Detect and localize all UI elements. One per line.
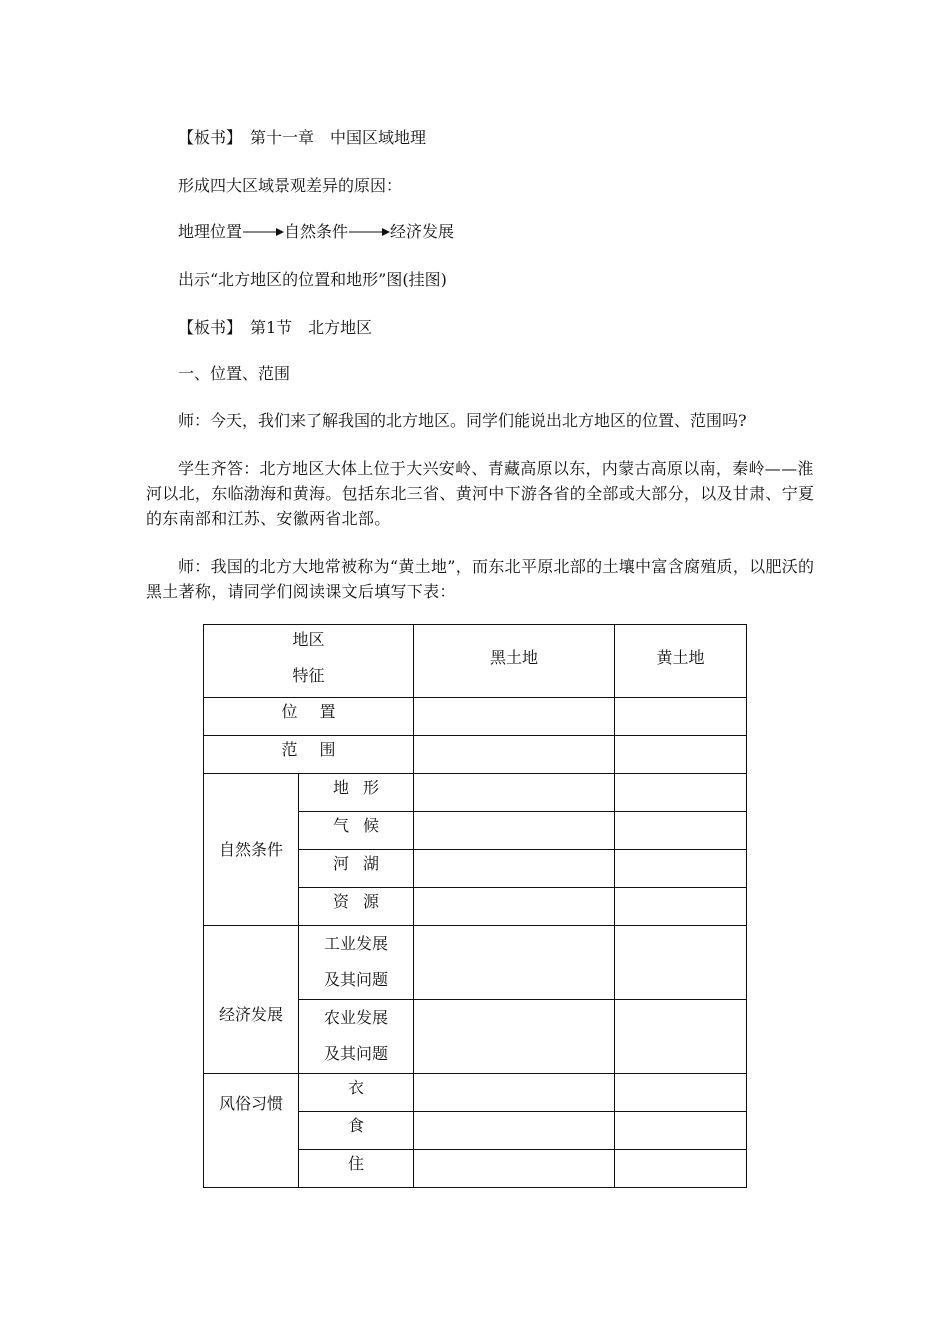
answer-cell[interactable] <box>414 1000 615 1074</box>
student-answer: 学生齐答：北方地区大体上位于大兴安岭、青藏高原以东，内蒙古高原以南，秦岭——淮河以北，东临渤海和黄海。包括东北三省、黄河中下游各省的全部或大部分，以及甘肃、宁夏的东南部和江苏、安徽两省北部。 <box>146 459 815 528</box>
reasons-flow <box>178 222 454 242</box>
row-label-position: 位置 <box>204 698 414 736</box>
row-label-range: 范围 <box>204 736 414 774</box>
subheading-position: 一、位置、范围 <box>178 364 291 383</box>
answer-cell[interactable] <box>414 1074 615 1112</box>
flow-item-location: 地理位置 <box>178 222 243 241</box>
corner-bottom-label: 特征 <box>292 666 325 685</box>
table-row <box>204 774 747 812</box>
table-row <box>204 736 747 774</box>
teacher-question: 师：今天，我们来了解我国的北方地区。同学们能说出北方地区的位置、范围吗? <box>178 411 747 430</box>
map-note: 出示“北方地区的位置和地形”图(挂图) <box>178 270 447 289</box>
answer-cell[interactable] <box>414 926 615 1000</box>
arrow-icon <box>242 222 284 242</box>
comparison-table <box>203 624 747 1188</box>
answer-cell[interactable] <box>414 736 615 774</box>
header-black-soil: 黑土地 <box>414 625 615 698</box>
group-label-customs: 风俗习惯 <box>204 1074 299 1188</box>
table-row <box>204 1074 747 1112</box>
row-label-resources: 资源 <box>299 888 414 926</box>
arrow-icon <box>348 222 390 242</box>
answer-cell[interactable] <box>615 774 747 812</box>
teacher-instruction: 师：我国的北方大地常被称为“黄土地”，而东北平原北部的土壤中富含腐殖质，以肥沃的黑土著称，请同学们阅读课文后填写下表： <box>146 557 815 601</box>
answer-cell[interactable] <box>615 1150 747 1188</box>
answer-cell[interactable] <box>615 926 747 1000</box>
row-label-clothing: 衣 <box>299 1074 414 1112</box>
table-row <box>204 926 747 1000</box>
answer-cell[interactable] <box>414 812 615 850</box>
answer-cell[interactable] <box>414 1150 615 1188</box>
table-header-row <box>204 625 747 698</box>
board-title-section: 【板书】 第1节 北方地区 <box>178 318 373 337</box>
answer-cell[interactable] <box>615 850 747 888</box>
row-label-agriculture: 农业发展 及其问题 <box>299 1000 414 1074</box>
answer-cell[interactable] <box>615 1074 747 1112</box>
corner-top-label: 地区 <box>292 630 325 649</box>
flow-item-nature: 自然条件 <box>284 222 349 241</box>
board-title-chapter: 【板书】 第十一章 中国区域地理 <box>178 128 427 147</box>
row-label-housing: 住 <box>299 1150 414 1188</box>
answer-cell[interactable] <box>615 812 747 850</box>
row-label-terrain: 地形 <box>299 774 414 812</box>
header-yellow-soil: 黄土地 <box>615 625 747 698</box>
answer-cell[interactable] <box>615 1112 747 1150</box>
answer-cell[interactable] <box>615 736 747 774</box>
answer-cell[interactable] <box>414 698 615 736</box>
answer-cell[interactable] <box>414 774 615 812</box>
reasons-heading: 形成四大区域景观差异的原因： <box>178 176 403 195</box>
answer-cell[interactable] <box>414 850 615 888</box>
group-label-natural: 自然条件 <box>204 774 299 926</box>
group-label-economy: 经济发展 <box>204 926 299 1074</box>
answer-cell[interactable] <box>414 1112 615 1150</box>
answer-cell[interactable] <box>615 1000 747 1074</box>
corner-cell <box>204 625 414 698</box>
row-label-industry: 工业发展 及其问题 <box>299 926 414 1000</box>
answer-cell[interactable] <box>414 888 615 926</box>
answer-cell[interactable] <box>615 698 747 736</box>
flow-item-economy: 经济发展 <box>390 222 455 241</box>
row-label-climate: 气候 <box>299 812 414 850</box>
table-row <box>204 698 747 736</box>
row-label-rivers: 河湖 <box>299 850 414 888</box>
answer-cell[interactable] <box>615 888 747 926</box>
row-label-food: 食 <box>299 1112 414 1150</box>
